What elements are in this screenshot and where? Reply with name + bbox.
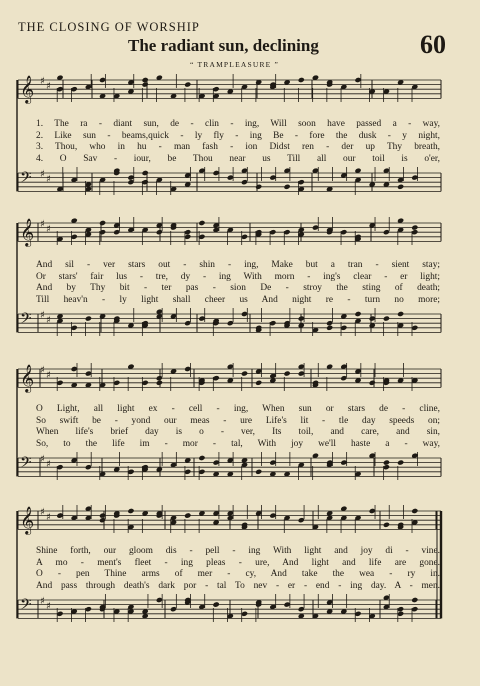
hymn-title: The radiant sun, declining	[128, 36, 319, 55]
note-head	[255, 184, 262, 190]
sharp-icon: ♯	[46, 224, 51, 235]
bass-clef-icon: 𝄢	[20, 169, 32, 190]
treble-clef-icon: 𝄞	[20, 75, 35, 103]
tune-name: “ TRAMPLEASURE ”	[190, 60, 280, 69]
note-head	[85, 316, 92, 322]
lyric-line: 3. Thou, who in hu - man fash - ion Didst ren - der up Thy breath,	[36, 142, 440, 153]
sharp-icon: ♯	[40, 596, 45, 607]
lyric-line: 1. The ra - diant sun, de - clin - ing, Will soon have passed a - way,	[36, 119, 440, 129]
note-head	[142, 77, 149, 83]
note-head	[127, 508, 134, 514]
sharp-icon: ♯	[46, 601, 51, 612]
lyric-line: So, to the life im - mor - tal, With joy we'll haste a - way,	[36, 439, 440, 450]
sharp-icon: ♯	[46, 459, 51, 470]
note-head	[284, 184, 291, 190]
bass-clef-icon: 𝄢	[20, 454, 32, 475]
note-head	[255, 469, 262, 475]
note-head	[383, 522, 390, 528]
note-head	[298, 77, 305, 83]
lyric-line: O - pen Thine arms of mer - cy, And take the wea - ry in.	[36, 569, 440, 580]
treble-clef-icon: 𝄞	[20, 506, 35, 534]
page-number: 60	[420, 30, 446, 59]
sharp-icon: ♯	[46, 315, 51, 326]
sharp-icon: ♯	[40, 76, 45, 87]
sharp-icon: ♯	[46, 81, 51, 92]
note-head	[397, 311, 404, 317]
note-head	[142, 170, 149, 176]
lyric-line: So swift be - yond our meas - ure Life's lit - tle day speeds on;	[36, 415, 440, 426]
lyrics-system-1	[36, 119, 440, 166]
sharp-icon: ♯	[40, 219, 45, 230]
note-head	[284, 371, 291, 377]
lyrics-system-4	[36, 546, 440, 593]
lyric-line: O Light, all light ex - cell - ing, When sun or stars de - cline,	[36, 404, 440, 414]
sharp-icon: ♯	[46, 370, 51, 381]
note-head	[255, 380, 262, 386]
note-head	[326, 325, 333, 331]
bass-clef-icon: 𝄢	[20, 310, 32, 331]
sharp-icon: ♯	[40, 507, 45, 518]
note-head	[99, 220, 106, 226]
note-head	[411, 225, 418, 231]
lyric-line: Till heav'n - ly light shall cheer us And night re - turn no more;	[36, 295, 440, 306]
note-head	[383, 316, 390, 322]
note-head	[184, 513, 191, 519]
lyric-line: And by Thy bit - ter pas - sion De - stroy the sting of death;	[36, 283, 440, 294]
lyric-line: 4. O Sav - iour, be Thou near us Till all our toil is o'er,	[36, 154, 440, 165]
sharp-icon: ♯	[40, 169, 45, 180]
note-head	[411, 597, 418, 603]
lyric-line: A mo - ment's fleet - ing pleas - ure, And light and life are gone.	[36, 557, 440, 568]
lyric-line: And sil - ver stars out - shin - ing, Make but a tran - sient stay;	[36, 260, 440, 270]
lyric-line: Or stars' fair lus - tre, dy - ing With morn - ing's clear - er light;	[36, 271, 440, 282]
sharp-icon: ♯	[46, 174, 51, 185]
note-head	[369, 380, 376, 386]
treble-clef-icon: 𝄞	[20, 364, 35, 392]
section-title: THE CLOSING OF WORSHIP	[18, 20, 200, 34]
note-head	[383, 460, 390, 466]
lyrics-system-2	[36, 260, 440, 307]
lyric-line: When life's brief day is o - ver, Its toil, and care, and sin,	[36, 427, 440, 438]
bass-clef-icon: 𝄢	[20, 596, 32, 617]
note-head	[198, 455, 205, 461]
note-head	[241, 371, 248, 377]
lyric-line: 2. Like sun - beams,quick - ly fly - ing Be - fore the dusk - y night,	[36, 130, 440, 141]
note-head	[213, 602, 220, 608]
sharp-icon: ♯	[40, 365, 45, 376]
lyric-line: Shine forth, our gloom dis - pell - ing With light and joy di - vine.	[36, 546, 440, 556]
note-head	[156, 380, 163, 386]
lyric-line: And pass through death's dark por - tal To nev - er - end - ing day. A - men.	[36, 581, 440, 592]
sharp-icon: ♯	[40, 454, 45, 465]
note-head	[397, 460, 404, 466]
note-head	[142, 82, 149, 88]
note-head	[354, 311, 361, 317]
sharp-icon: ♯	[46, 512, 51, 523]
sharp-icon: ♯	[40, 310, 45, 321]
treble-clef-icon: 𝄞	[20, 218, 35, 246]
note-head	[184, 82, 191, 88]
note-head	[198, 220, 205, 226]
lyrics-system-3	[36, 404, 440, 451]
note-head	[411, 508, 418, 514]
note-head	[397, 184, 404, 190]
